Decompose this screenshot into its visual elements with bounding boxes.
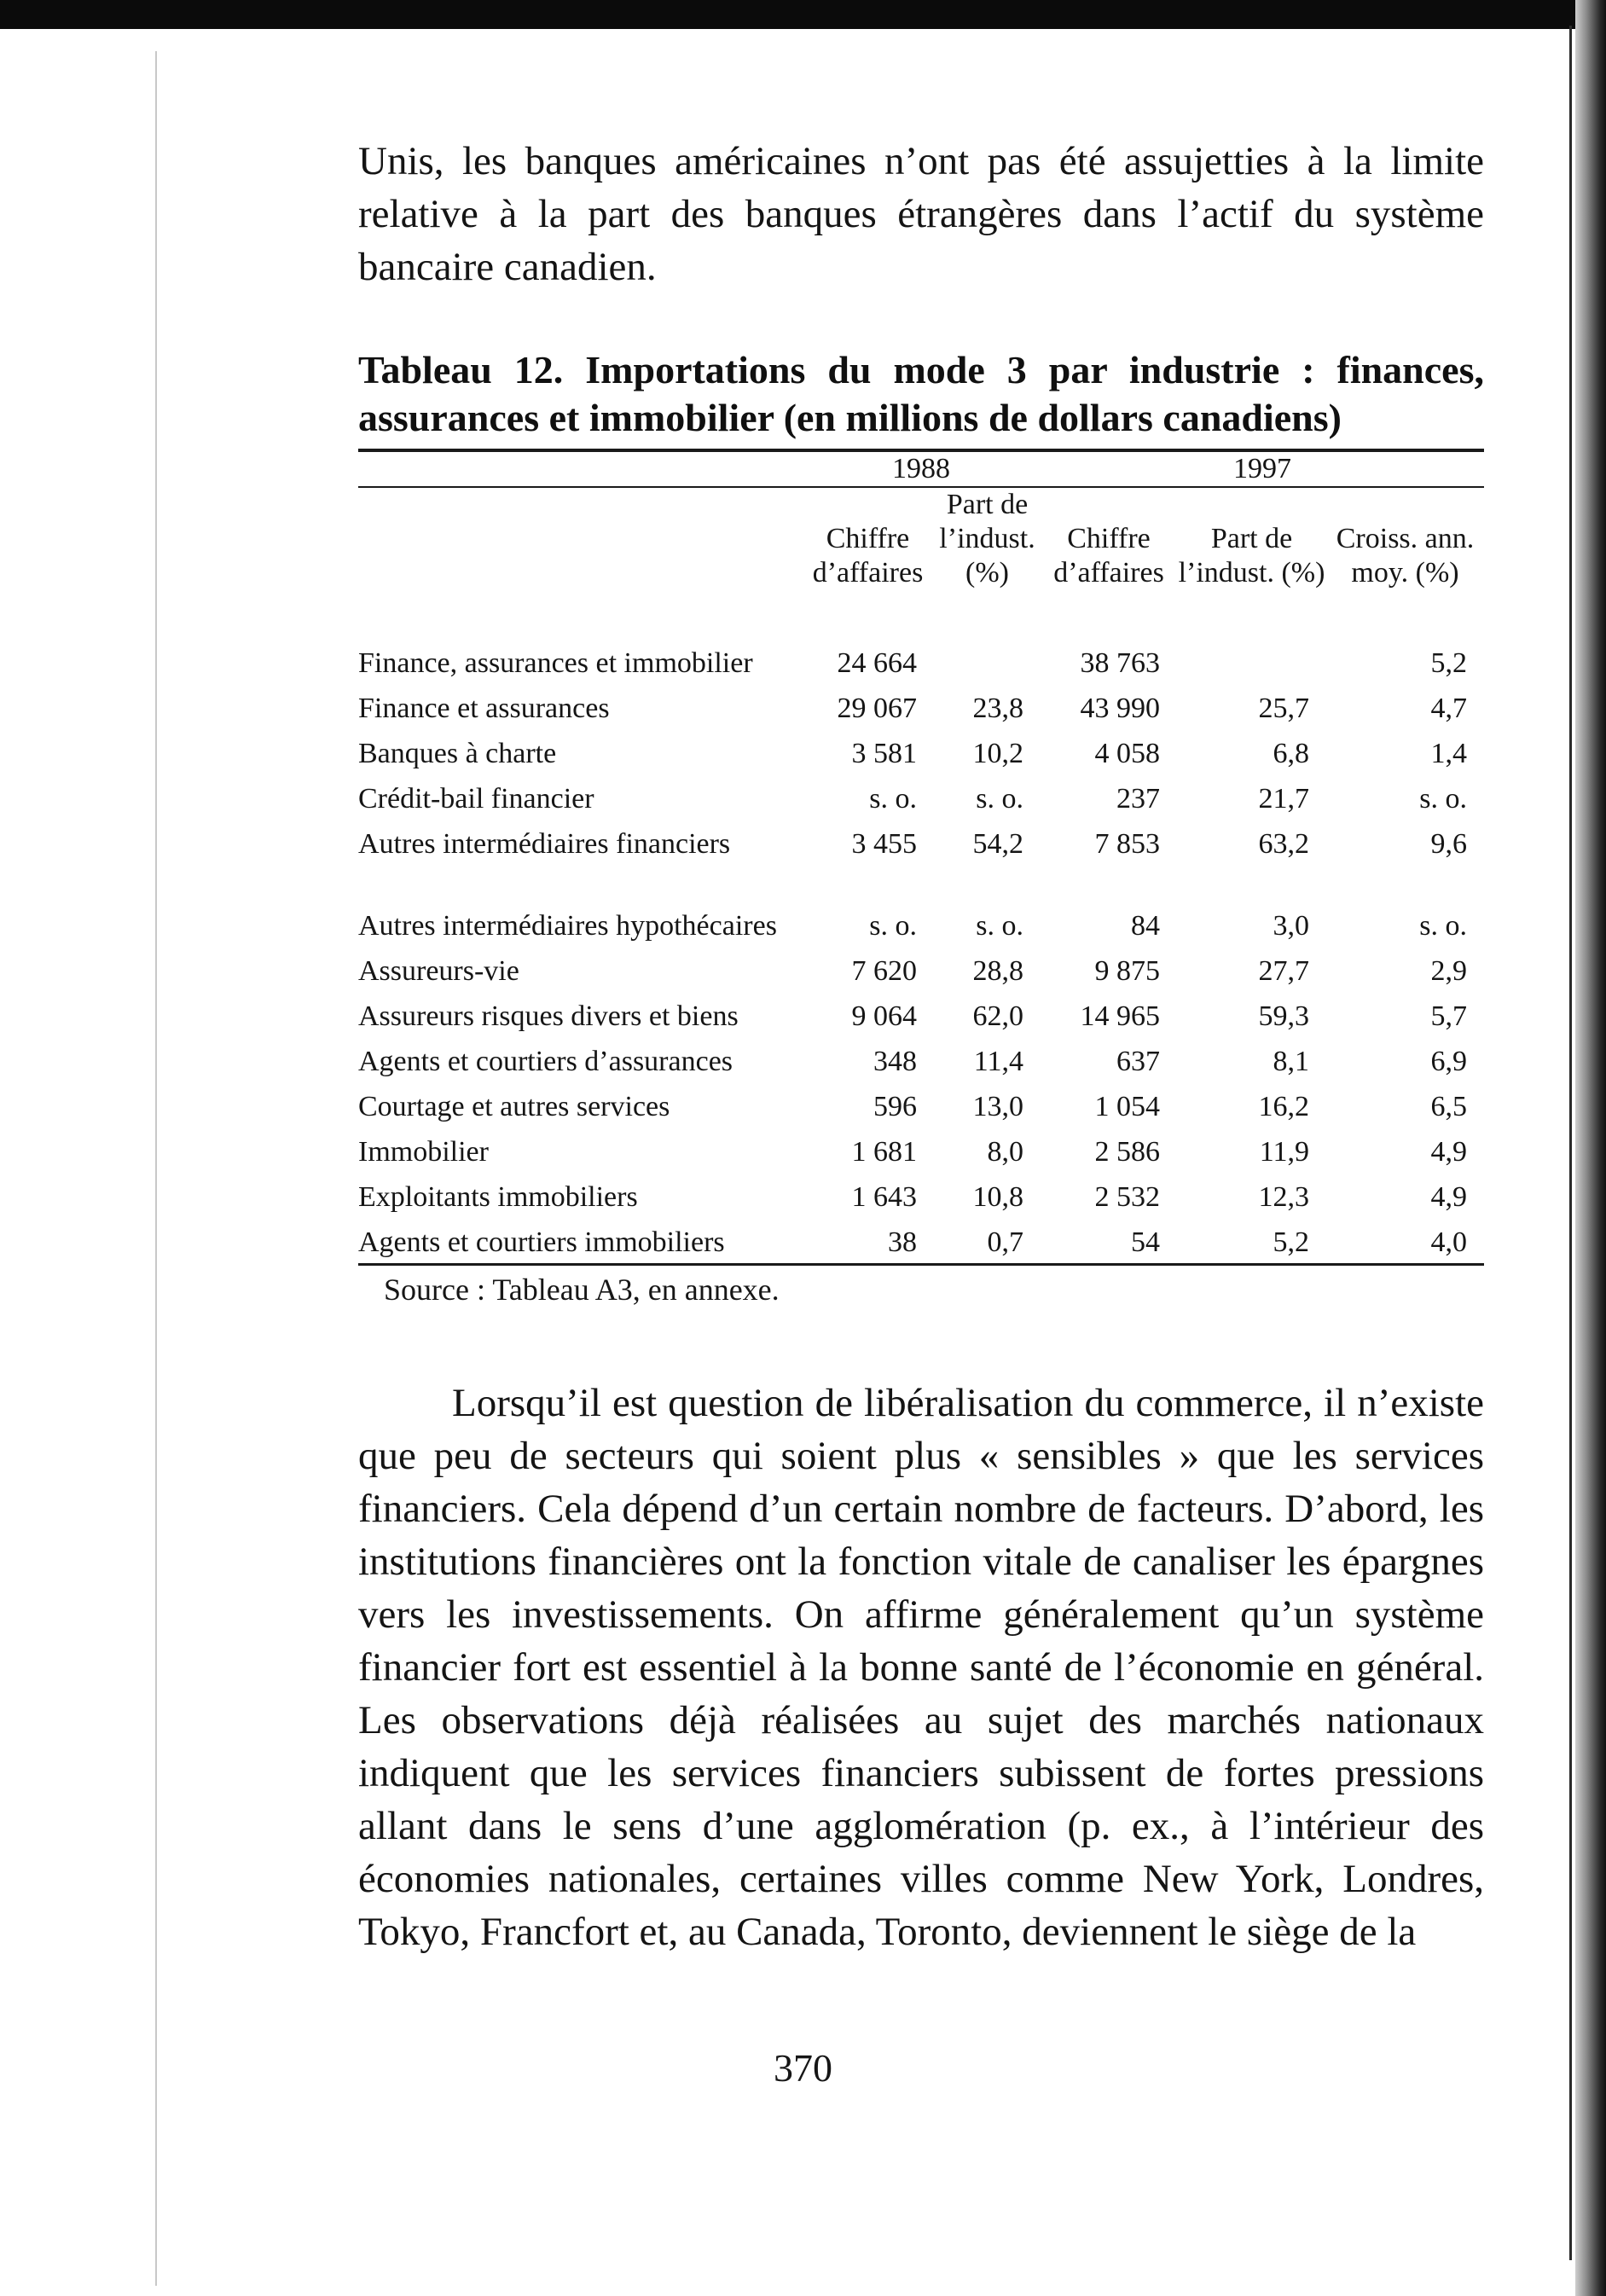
cell: 11,9 <box>1259 1136 1309 1168</box>
table-row <box>358 1124 1484 1169</box>
cell: 4,0 <box>1430 1226 1467 1258</box>
scan-right-margin-line <box>1569 26 1572 2260</box>
cell: 54 <box>1131 1226 1160 1258</box>
page-content <box>358 135 1484 1958</box>
cell: 11,4 <box>973 1046 1023 1077</box>
table-row <box>358 1034 1484 1079</box>
cell: 3 455 <box>851 828 917 860</box>
cell: 5,7 <box>1430 1000 1467 1032</box>
cell: 14 965 <box>1080 1000 1160 1032</box>
page-number: 370 <box>774 2046 832 2090</box>
row-label: Assureurs risques divers et biens <box>358 1000 739 1032</box>
cell: 237 <box>1116 783 1160 815</box>
cell: 1 643 <box>851 1181 917 1213</box>
cell: 5,2 <box>1273 1226 1309 1258</box>
cell: 9 064 <box>851 1000 917 1032</box>
cell: 10,2 <box>972 738 1023 769</box>
col-header-1: Chiffre d’affaires <box>802 487 934 590</box>
cell: 28,8 <box>972 955 1023 987</box>
row-label: Autres intermédiaires hypothécaires <box>358 910 777 942</box>
cell: 43 990 <box>1080 693 1160 724</box>
cell: 0,7 <box>987 1226 1023 1258</box>
cell: 23,8 <box>972 693 1023 724</box>
cell: 29 067 <box>837 693 917 724</box>
table-row <box>358 943 1484 989</box>
row-label: Autres intermédiaires financiers <box>358 828 731 860</box>
year-1988-header: 1988 <box>802 452 1041 487</box>
scan-book-edge <box>1575 0 1606 2296</box>
table-row <box>358 1079 1484 1124</box>
cell: 9 875 <box>1094 955 1160 987</box>
cell: 4 058 <box>1094 738 1160 769</box>
cell <box>934 590 1041 681</box>
cell: s. o. <box>869 910 917 942</box>
row-label: Finance et assurances <box>358 693 610 724</box>
cell: s. o. <box>1419 783 1467 815</box>
year-1997-header: 1997 <box>1041 452 1484 487</box>
cell: 62,0 <box>972 1000 1023 1032</box>
cell: 59,3 <box>1258 1000 1309 1032</box>
col-header-4: Part de l’indust. (%) <box>1177 487 1326 590</box>
cell: 38 <box>888 1226 917 1258</box>
cell: 596 <box>873 1091 917 1122</box>
cell: 8,0 <box>987 1136 1023 1168</box>
table-row <box>358 861 1484 943</box>
table-row <box>358 816 1484 861</box>
cell: 16,2 <box>1258 1091 1309 1122</box>
cell: 27,7 <box>1258 955 1309 987</box>
cell: 2,9 <box>1430 955 1467 987</box>
cell: 1 054 <box>1094 1091 1160 1122</box>
cell: 54,2 <box>972 828 1023 860</box>
data-table <box>358 452 1484 1260</box>
cell: 9,6 <box>1430 828 1467 860</box>
cell: 84 <box>1131 910 1160 942</box>
cell: 6,8 <box>1273 738 1309 769</box>
cell: 63,2 <box>1258 828 1309 860</box>
cell: 4,9 <box>1430 1136 1467 1168</box>
cell: 2 532 <box>1094 1181 1160 1213</box>
table-row <box>358 726 1484 771</box>
row-label: Immobilier <box>358 1136 489 1168</box>
row-label: Assureurs-vie <box>358 955 519 987</box>
cell: 3 581 <box>851 738 917 769</box>
body-paragraph: Lorsqu’il est question de libéralisation du commerce, il n’existe que peu de secteurs qui soient plus « sensibles » que les services financiers. Cela dépend d’un certain nombre de facteurs. D’abord, les institutions financières ont la fonction vitale de canaliser les épargnes vers les investissements. On affirme généralement qu’un système financier fort est essentiel à la bonne santé de l’économie en général. Les observations déjà réalisées au sujet des marchés nationaux indiquent que les services financiers subissent de fortes pressions allant dans le sens d’une agglomération (p. ex., à l’intérieur des économies nationales, certaines villes comme New York, Londres, Tokyo, Francfort et, au Canada, Toronto, deviennent le siège de la <box>358 1381 1484 1954</box>
cell: 21,7 <box>1258 783 1309 815</box>
row-label: Finance, assurances et immobilier <box>358 647 753 679</box>
intro-paragraph: Unis, les banques américaines n’ont pas été assujetties à la limite relative à la part des banques étrangères dans l’actif du système bancaire canadien. <box>358 139 1484 289</box>
cell: 10,8 <box>972 1181 1023 1213</box>
table-row <box>358 1215 1484 1260</box>
cell: 2 586 <box>1094 1136 1160 1168</box>
row-label: Exploitants immobiliers <box>358 1181 638 1213</box>
row-label: Agents et courtiers immobiliers <box>358 1226 725 1258</box>
cell: 4,7 <box>1430 693 1467 724</box>
table-row <box>358 771 1484 816</box>
cell <box>1177 590 1326 681</box>
cell: 6,5 <box>1430 1091 1467 1122</box>
column-header-row <box>358 487 1484 590</box>
year-header-row <box>358 452 1484 487</box>
table-row <box>358 681 1484 726</box>
cell: 7 620 <box>851 955 917 987</box>
cell: 637 <box>1116 1046 1160 1077</box>
table-row <box>358 1169 1484 1215</box>
table-caption: Tableau 12. Importations du mode 3 par industrie : finances, assurances et immobilier (en millions de dollars canadiens) <box>358 348 1484 439</box>
cell: 1,4 <box>1430 738 1467 769</box>
col-header-5: Croiss. ann. moy. (%) <box>1326 487 1484 590</box>
cell: 24 664 <box>837 647 917 679</box>
cell: s. o. <box>976 783 1023 815</box>
row-label: Agents et courtiers d’assurances <box>358 1046 733 1077</box>
table-bottom-rule <box>358 1263 1484 1266</box>
cell: 13,0 <box>972 1091 1023 1122</box>
table-row <box>358 590 1484 681</box>
cell: 25,7 <box>1258 693 1309 724</box>
cell: 5,2 <box>1430 647 1467 679</box>
cell: 38 763 <box>1080 647 1160 679</box>
cell: 6,9 <box>1430 1046 1467 1077</box>
col-header-3: Chiffre d’affaires <box>1041 487 1177 590</box>
cell: 12,3 <box>1258 1181 1309 1213</box>
table-source-note: Source : Tableau A3, en annexe. <box>384 1273 780 1307</box>
cell: 3,0 <box>1273 910 1309 942</box>
row-label: Crédit-bail financier <box>358 783 594 815</box>
scan-top-border <box>0 0 1606 29</box>
cell: 8,1 <box>1273 1046 1309 1077</box>
cell: 1 681 <box>851 1136 917 1168</box>
cell: 7 853 <box>1094 828 1160 860</box>
scan-left-margin-line <box>155 51 157 2286</box>
cell: s. o. <box>976 910 1023 942</box>
cell: s. o. <box>1419 910 1467 942</box>
cell: 348 <box>873 1046 917 1077</box>
cell: 4,9 <box>1430 1181 1467 1213</box>
col-header-2: Part de l’indust. (%) <box>934 487 1041 590</box>
row-label: Courtage et autres services <box>358 1091 670 1122</box>
row-label: Banques à charte <box>358 738 557 769</box>
cell: s. o. <box>869 783 917 815</box>
table-row <box>358 989 1484 1034</box>
